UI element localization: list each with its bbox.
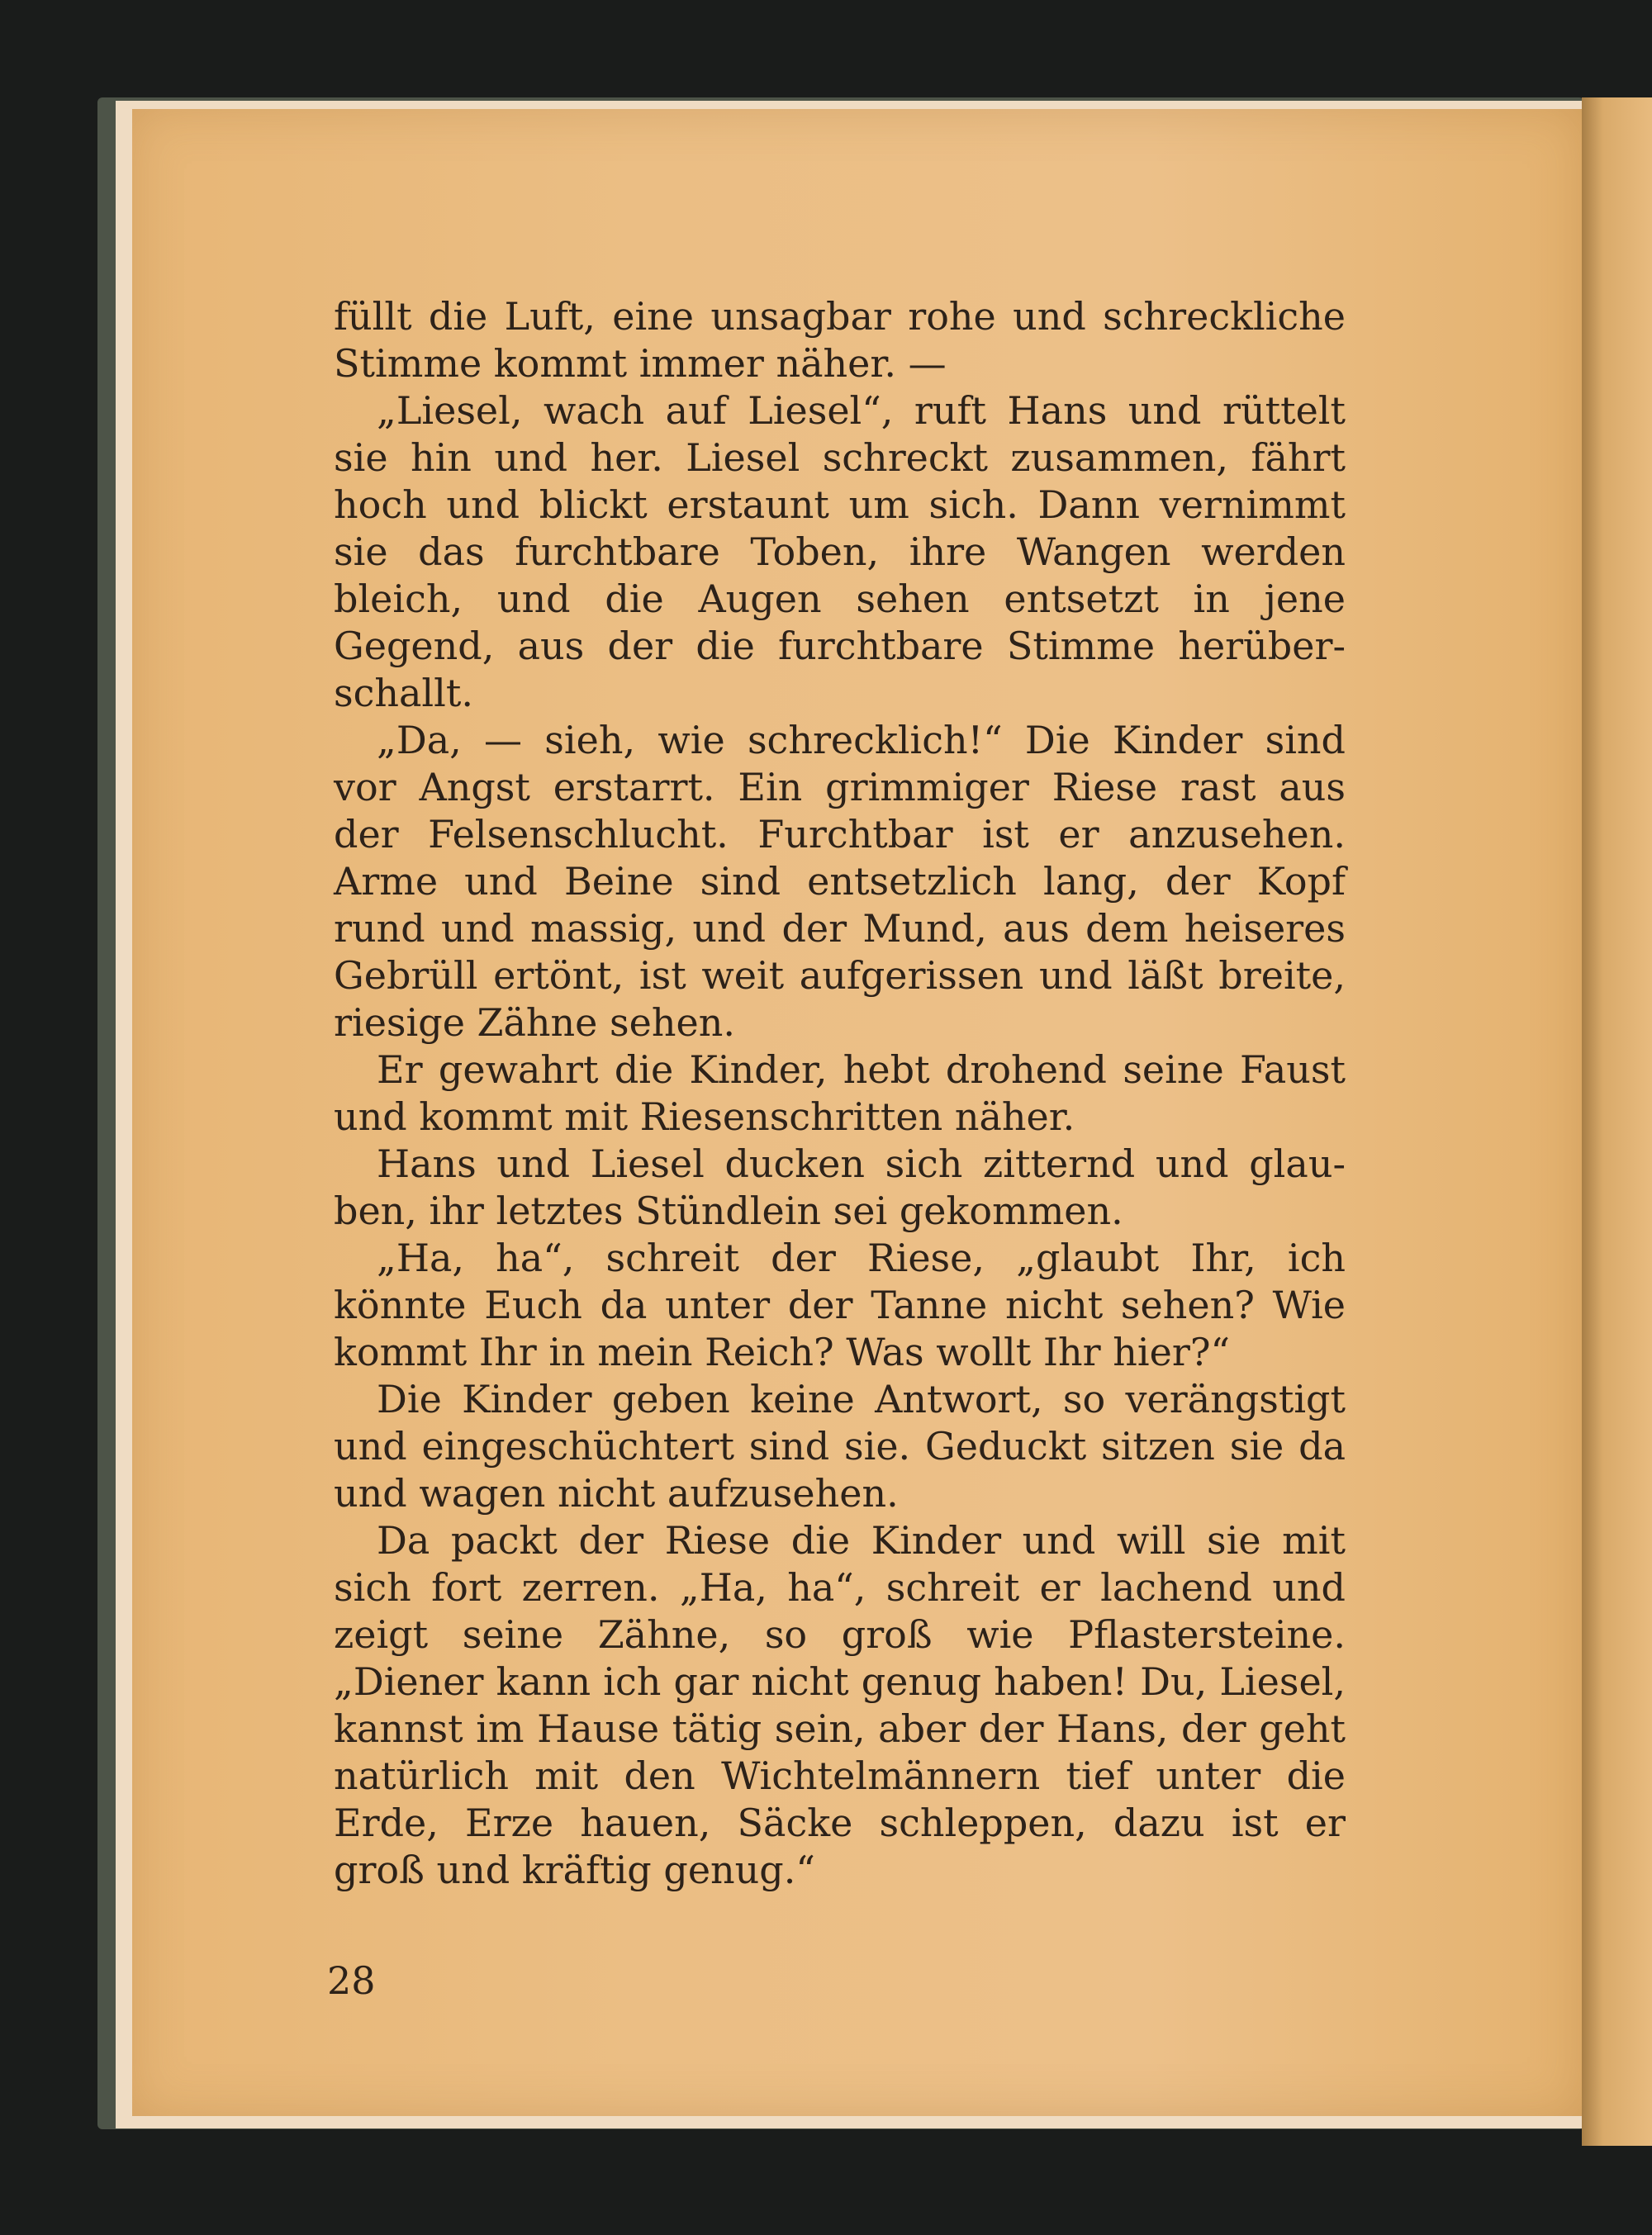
paragraph: füllt die Luft, eine unsagbar rohe und schreckliche Stimme kommt immer näher. — (334, 294, 1346, 386)
facing-page-edge (1582, 97, 1652, 2146)
paragraph: Die Kinder geben keine Antwort, so verängstigt und eingeschüchtert sind sie. Geduckt sitzen sie da und wagen nicht aufzusehen. (334, 1377, 1346, 1516)
page-number: 28 (327, 1958, 376, 2003)
paragraph: „Ha, ha“, schreit der Riese, „glaubt Ihr, ich könnte Euch da unter der Tanne nicht sehen? Wie kommt Ihr in mein Reich? Was wollt Ihr hier?“ (334, 1236, 1346, 1374)
paragraph: Er gewahrt die Kinder, hebt drohend seine Faust und kommt mit Riesenschritten näher. (334, 1047, 1346, 1139)
paragraph: „Da, — sieh, wie schrecklich!“ Die Kinder sind vor Angst erstarrt. Ein grimmiger Riese rast aus der Felsenschlucht. Furchtbar ist er anzusehen. Arme und Beine sind entsetzlich lang, der Kopf rund und massig, und der Mund, aus dem heiseres Gebrüll ertönt, ist weit aufgerissen und läßt breite, riesige Zähne sehen. (334, 718, 1346, 1045)
page-text (334, 293, 1346, 1894)
paragraph: Hans und Liesel ducken sich zitternd und glauben, ihr letztes Stündlein sei gekommen. (334, 1141, 1346, 1233)
paragraph: „Liesel, wach auf Liesel“, ruft Hans und rüttelt sie hin und her. Liesel schreckt zusammen, fährt hoch und blickt erstaunt um sich. Dann vernimmt sie das furchtbare Toben, ihre Wangen werden bleich, und die Augen sehen entsetzt in jene Gegend, aus der die furchtbare Stimme herüberschallt. (334, 388, 1346, 715)
paragraph: Da packt der Riese die Kinder und will sie mit sich fort zerren. „Ha, ha“, schreit er lachend und zeigt seine Zähne, so groß wie Pflastersteine. „Diener kann ich gar nicht genug haben! Du, Liesel, kannst im Hause tätig sein, aber der Hans, der geht natürlich mit den Wichtelmännern tief unter die Erde, Erze hauen, Säcke schleppen, dazu ist er groß und kräftig genug.“ (334, 1518, 1346, 1892)
